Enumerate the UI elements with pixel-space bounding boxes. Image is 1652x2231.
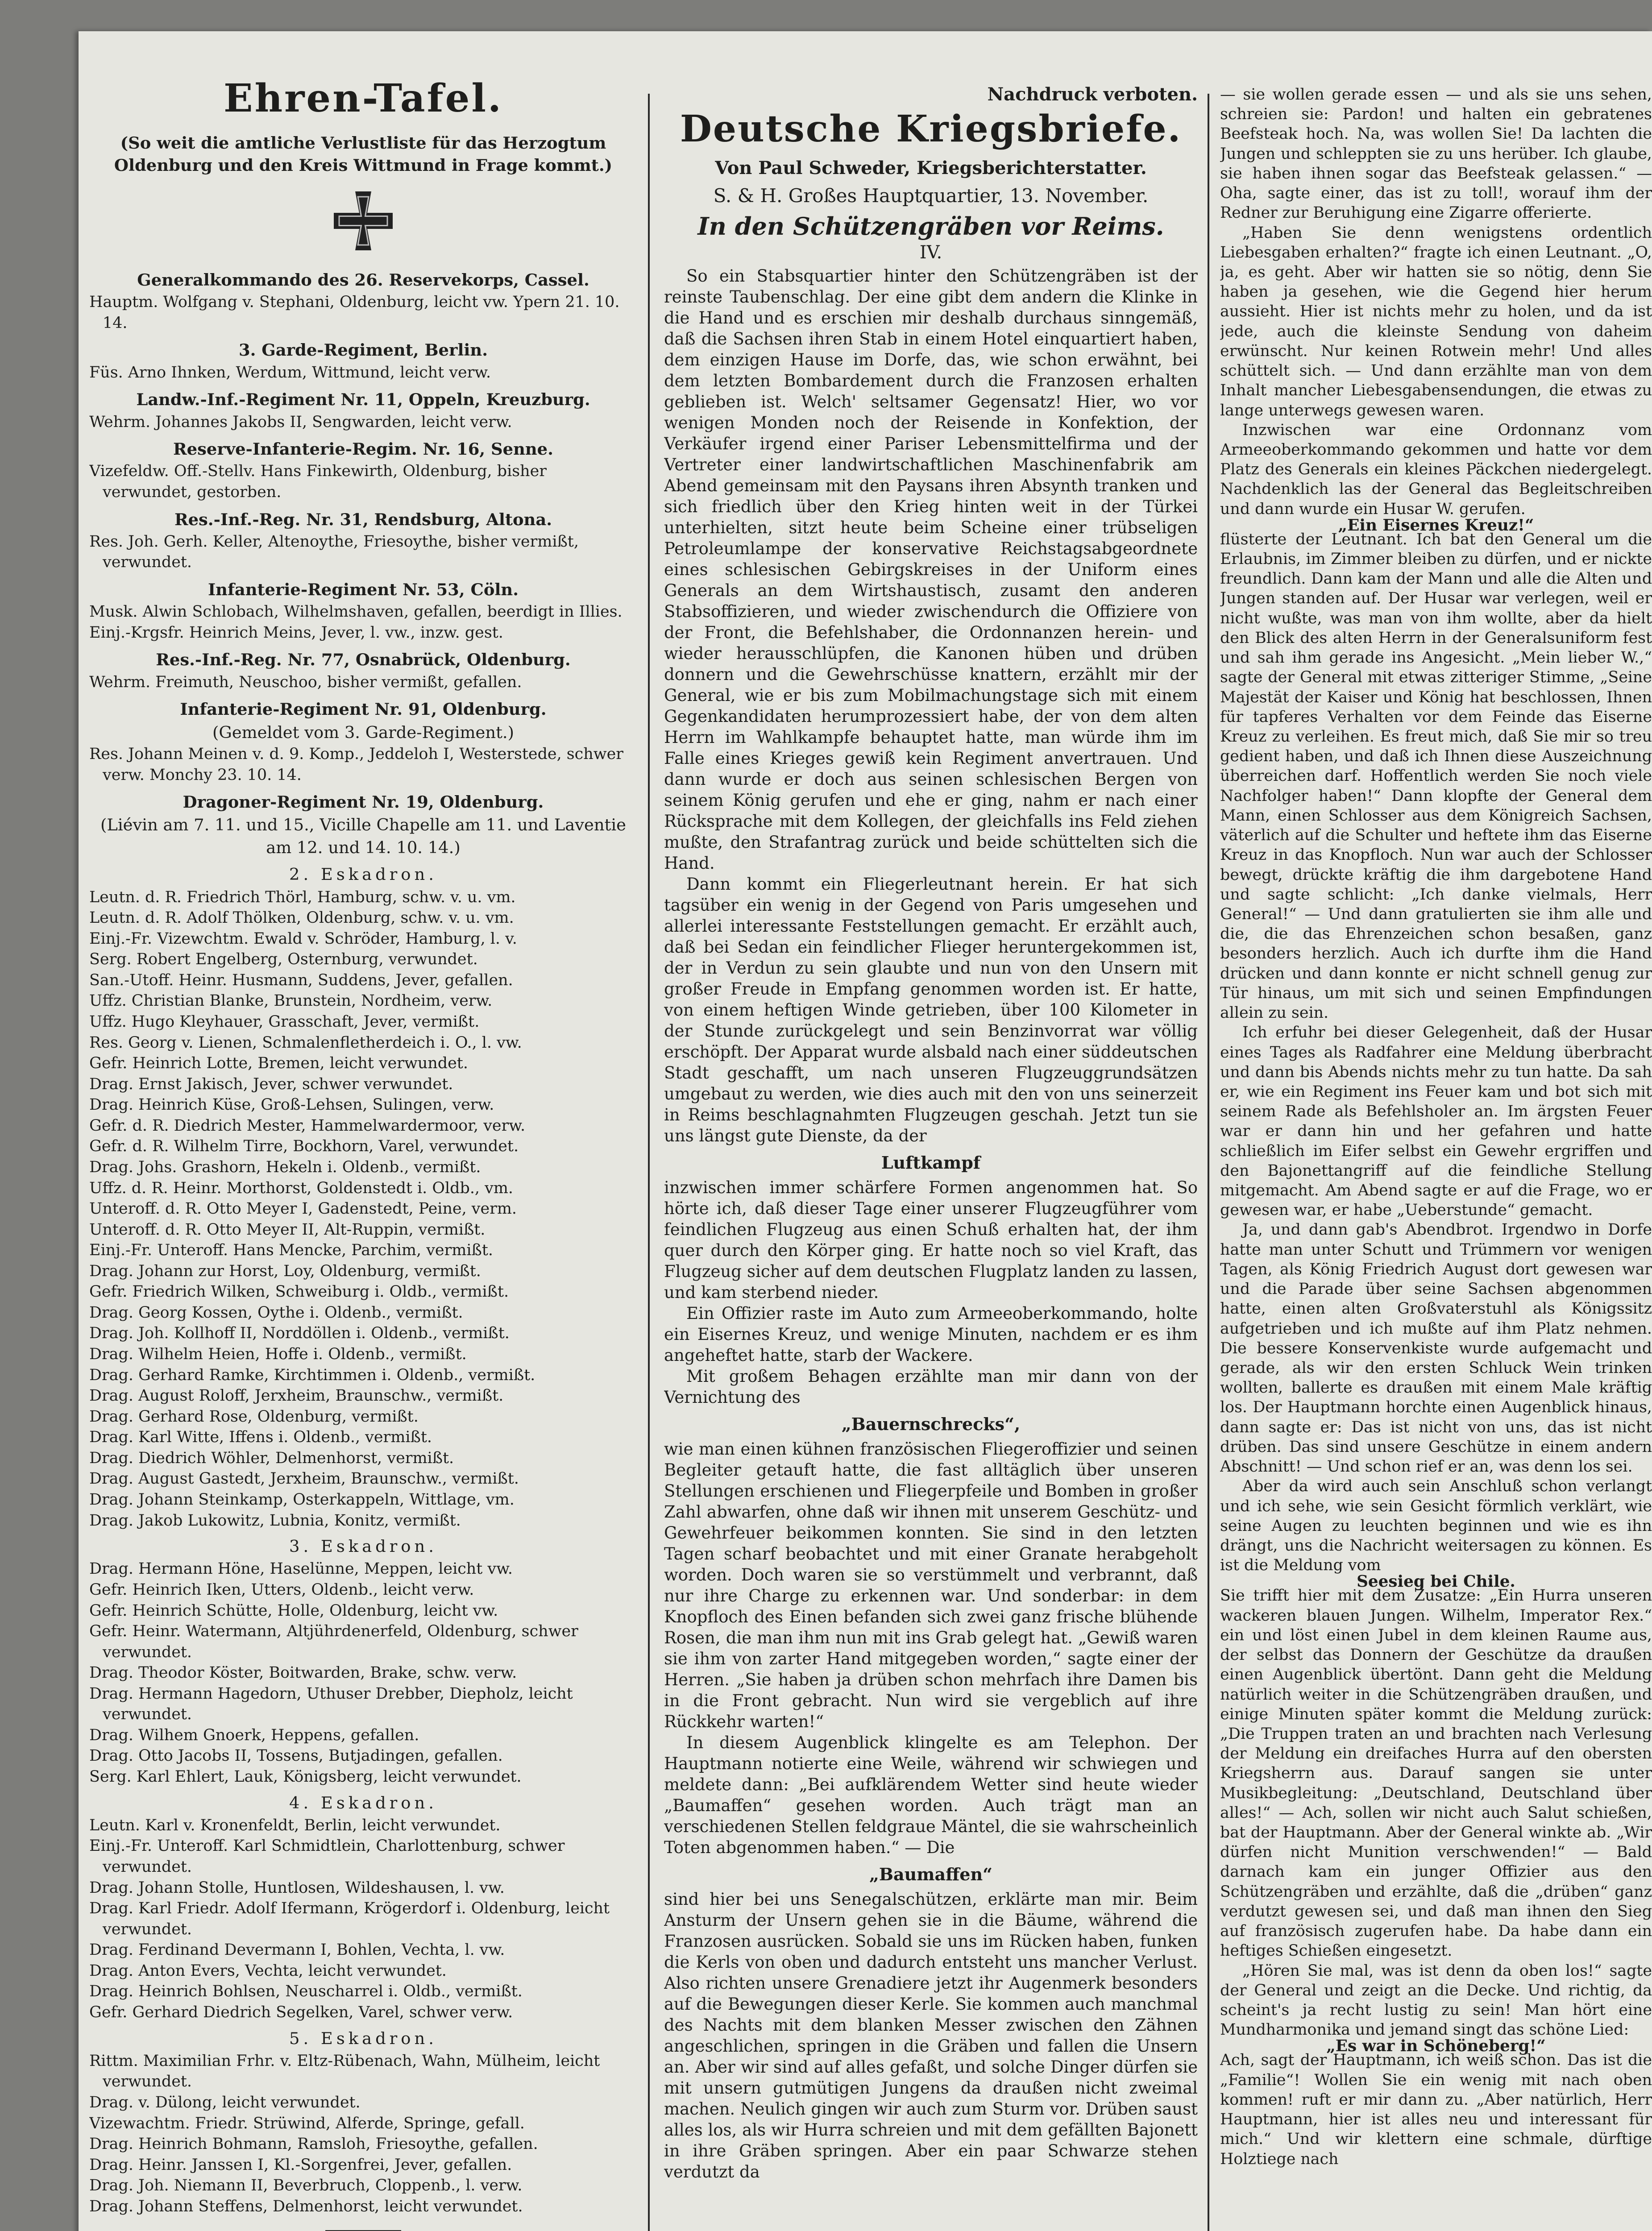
paragraph: Ich erfuhr bei dieser Gelegenheit, daß der Husar eines Tages als Radfahrer eine Meldung überbracht und dann bis Abends nichts mehr zu tun hatte. Da sah er, wie ein Regiment ins Feuer kam und bot sich mit seinem Rade als Befehlsholer an. Im ärgsten Feuer war er dann hin und her gefahren und hatte schließlich im Eifer selbst ein Gewehr ergriffen und den Bajonettangriff auf die feindliche Stellung mitgemacht. Am Abend sagte er auf die Frage, wo er gewesen war, er habe „Ueberstunde“ gemacht. — [1220, 1024, 1652, 1219]
casualty-entry: Drag. Heinrich Bohmann, Ramsloh, Friesoythe, gefallen. — [89, 2135, 538, 2153]
casualty-entry: Drag. Karl Friedr. Adolf Ifermann, Krögerdorf i. Oldenburg, leicht verwundet. — [89, 1899, 610, 1938]
regiment-note: (Gemeldet vom 3. Garde-Regiment.) — [212, 722, 514, 742]
casualty-entry: Drag. Georg Kossen, Oythe i. Oldenb., vermißt. — [89, 1303, 463, 1322]
casualty-entry: Res. Georg v. Lienen, Schmalenfletherdeich i. O., l. vw. — [89, 1033, 522, 1052]
casualty-entry: Uffz. Hugo Kleyhauer, Grasschaft, Jever, vermißt. — [89, 1013, 480, 1031]
article-body — [664, 265, 1198, 2182]
casualty-entry: Vizefeldw. Off.-Stellv. Hans Finkewirth, Oldenburg, bisher verwundet, gestorben. — [89, 462, 547, 501]
casualty-entry: Musk. Alwin Schlobach, Wilhelmshaven, gefallen, beerdigt in Illies. — [89, 603, 623, 621]
casualty-entry: Gefr. Heinr. Watermann, Altjührdenerfeld, Oldenburg, schwer verwundet. — [89, 1622, 578, 1661]
paragraph: Ach, sagt der Hauptmann, ich weiß schon. Das ist die „Familie“! Wollen Sie ein wenig mit nach oben kommen! ruft er mir dann zu. „Aber natürlich, Herr Hauptmann, hier ist alles neu und interessant für mich.“ Und wir klettern eine schmale, dürftige Holztiege nach — [1220, 2051, 1652, 2168]
honor-roll-subtitle: (So weit die amtliche Verlustliste für das Herzogtum Oldenburg und den Kreis Wittmund in Frage kommt.) — [114, 133, 613, 175]
casualty-entry: Unteroff. d. R. Otto Meyer I, Gadenstedt, Peine, verm. — [89, 1200, 517, 1218]
paragraph: So ein Stabsquartier hinter den Schützengräben ist der reinste Taubenschlag. Der eine gibt dem andern die Klinke in die Hand und es erschien mir deshalb durchaus sinngemäß, daß die Sachsen ihren Stab in einem Hotel einquartiert haben, dem einzigen Hause im Dorfe, das, wie schon erwähnt, bei dem letzten Bombardement durch die Franzosen erhalten geblieben ist. Welch' seltsamer Gegensatz! Hier, wo vor wenigen Monden noch der Reisende in Konfektion, der Verkäufer irgend einer Pariser Lebensmittelfirma und der Vertreter einer landwirtschaftlichen Maschinenfabrik am Abend gemeinsam mit den Paysans ihren Absynth tranken und sich friedlich über den Krieg hinten weit in der Türkei unterhielten, sitzt heute beim Scheine einer trübseligen Petroleumlampe der konservative Reichstagsabgeordnete eines schlesischen Gebirgskreises in der Uniform eines Generals an dem Wirtshaustisch, zusamt den anderen Stabsoffizieren, und wieder zwischendurch die Offiziere von der Front, die Befehlshaber, die Ordonnanzen herein- und wieder herausschlüpfen, die Kanonen hüben und drüben donnern und die Gewehrschüsse knattern, erzählt mir der General, wie er bis zum Mobilmachungstage sich mit einem Gegenkandidaten herumprozessiert habe, der von dem alten Herrn im Wahlkampfe behauptet hatte, man würde ihm im Falle eines Krieges gewiß kein Regiment anvertrauen. Und dann wurde er doch aus seinen schlesischen Bergen von seinem König gerufen und ehe er ging, nahm er nach einer Rücksprache mit dem Kollegen, der gleichfalls ins Feld ziehen mußte, den Strafantrag zurück und beide schüttelten sich die Hand. — [664, 266, 1198, 873]
squadron-heading: 2. Eskadron. — [289, 865, 437, 884]
article-byline: Von Paul Schweder, Kriegsberichterstatter. — [715, 158, 1147, 178]
casualty-entry: Gefr. Gerhard Diedrich Segelken, Varel, schwer verw. — [89, 2003, 513, 2021]
casualty-entry: Serg. Robert Engelberg, Osternburg, verwundet. — [89, 950, 478, 969]
casualty-entry: Drag. Heinrich Bohlsen, Neuscharrel i. Oldb., vermißt. — [89, 1982, 523, 2001]
regiment-heading: 3. Garde-Regiment, Berlin. — [238, 340, 488, 360]
casualty-entry: Drag. Ernst Jakisch, Jever, schwer verwundet. — [89, 1075, 453, 1093]
paragraph: In diesem Augenblick klingelte es am Telephon. Der Hauptmann notierte eine Weile, während wir schwiegen und meldete dann: „Bei aufklärendem Wetter sind heute wieder „Baumaffen“ gesehen worden. Auch trägt man an verschiedenen Stellen feldgraue Mäntel, die sie wahrscheinlich Toten abgenommen haben.“ — Die — [664, 1733, 1198, 1857]
paragraph: Inzwischen war eine Ordonnanz vom Armeeoberkommando gekommen und hatte vor dem Platz des Generals ein kleines Päckchen niedergelegt. Nachdenklich las der General das Begleitschreiben und dann wurde ein Husar W. gerufen. — [1220, 421, 1652, 518]
casualty-entry: Drag. August Gastedt, Jerxheim, Braunschw., vermißt. — [89, 1470, 519, 1488]
casualty-entry: Hauptm. Wolfgang v. Stephani, Oldenburg, leicht vw. Ypern 21. 10. 14. — [89, 293, 620, 332]
reprint-notice: Nachdruck verboten. — [987, 84, 1198, 105]
casualty-entry: Res. Johann Meinen v. d. 9. Komp., Jeddeloh I, Westerstede, schwer verw. Monchy 23. 10. 14. — [89, 745, 623, 784]
paragraph: „Haben Sie denn wenigstens ordentlich Liebesgaben erhalten?“ fragte ich einen Leutnant. „O, ja, es geht. Aber wir hatten sie so nötig, denn Sie haben ja gesehen, wie die Gegend hier herum aussieht. Hier ist nichts mehr zu holen, und da ist jede, auch die kleinste Sendung von daheim erwünscht. Nur keinen Rotwein mehr! Und alles schüttelt sich. — Und dann erzählte man von dem Inhalt mancher Liebesgabensendungen, die etwas zu lange unterwegs gewesen waren. — [1220, 224, 1652, 419]
subheading: „Bauernschrecks“, — [841, 1414, 1021, 1434]
casualty-entry: Drag. Theodor Köster, Boitwarden, Brake, schw. verw. — [89, 1664, 517, 1682]
casualty-entry: Drag. Diedrich Wöhler, Delmenhorst, vermißt. — [89, 1449, 454, 1467]
casualty-entry: Drag. Gerhard Ramke, Kirchtimmen i. Oldenb., vermißt. — [89, 1366, 535, 1384]
casualty-entry: Drag. Hermann Hagedorn, Uthuser Drebber, Diepholz, leicht verwundet. — [89, 1684, 573, 1724]
casualty-entry: Unteroff. d. R. Otto Meyer II, Alt-Ruppin, vermißt. — [89, 1220, 486, 1239]
casualty-entry: Drag. Ferdinand Devermann I, Bohlen, Vechta, l. vw. — [89, 1941, 505, 1959]
iron-cross-icon — [330, 187, 397, 254]
paragraph: Aber da wird auch sein Anschluß schon verlangt und ich sehe, wie sein Gesicht förmlich verklärt, wie seine Augen zu leuchten beginnen und wie es ihn drängt, uns die Nachricht weitersagen zu können. Es ist die Meldung vom — [1220, 1477, 1652, 1575]
paragraph: „Hören Sie mal, was ist denn da oben los!“ sagte der General und zeigt an die Decke. Und richtig, da scheint's ja recht lustig zu sein! Man hört eine Mundharmonika und jemand singt das schöne Lied: — [1220, 1961, 1652, 2039]
column-divider — [648, 94, 650, 2231]
casualty-entry: Uffz. d. R. Heinr. Morthorst, Goldenstedt i. Oldb., vm. — [89, 1179, 514, 1197]
section-title: In den Schützengräben vor Reims. — [697, 212, 1164, 241]
casualty-entry: Serg. Karl Ehlert, Lauk, Königsberg, leicht verwundet. — [89, 1768, 522, 1786]
regiment-heading: Res.-Inf.-Reg. Nr. 77, Osnabrück, Oldenburg. — [156, 650, 571, 670]
regiment-heading: Reserve-Infanterie-Regim. Nr. 16, Senne. — [173, 439, 553, 459]
casualty-entry: Drag. Johann Steffens, Delmenhorst, leicht verwundet. — [89, 2197, 523, 2215]
casualty-entry: Gefr. d. R. Diedrich Mester, Hammelwardermoor, verw. — [89, 1116, 526, 1135]
paragraph: Mit großem Behagen erzählte man mir dann von der Vernichtung des — [664, 1367, 1198, 1407]
casualty-entry: Drag. Johann Steinkamp, Osterkappeln, Wittlage, vm. — [89, 1490, 515, 1509]
squadron-heading: 3. Eskadron. — [289, 1537, 437, 1556]
casualty-entry: Drag. Johann Stolle, Huntlosen, Wildeshausen, l. vw. — [89, 1879, 505, 1897]
casualty-entry: Drag. Gerhard Rose, Oldenburg, vermißt. — [89, 1407, 419, 1426]
article-body-continued: — sie wollen gerade essen — und als sie uns sehen, schreien sie: Pardon! und halten ein gebratenes Beefsteak hoch. Na, was wollen Sie! Da lachten die Jungen und schleppten sie zu uns herüber. Ich glaube, sie haben ihnen sogar das Beefsteak gelassen.“ — Oha, sagte einer, das ist zu toll!, worauf ihm der Redner zur Beruhigung eine Zigarre offerierte. „Haben Sie denn wenigstens ordentlich Liebesgaben erhalten?“ fragte ich einen Leutnant. „O, ja, es geht. Aber wir hatten sie so nötig, denn Sie haben ja gesehen, wie die Gegend hier herum aussieht. Hier ist nichts mehr zu holen, und da ist jede, auch die kleinste Sendung von daheim erwünscht. Nur keinen Rotwein mehr! Und alles schüttelt sich. — Und dann erzählte man von dem Inhalt mancher Liebesgabensendungen, die etwas zu lange unterwegs gewesen waren. Inzwischen war eine Ordonnanz vom Armeeoberkommando gekommen und hatte vor dem Platz des Generals ein kleines Päckchen niedergelegt. Nachdenklich las der General das Begleitschreiben und dann wurde ein Husar W. gerufen. „Ein Eisernes Kreuz!“ flüsterte der Leutnant. Ich bat den General um die Erlaubnis, im Zimmer bleiben zu dürfen, und er nickte freundlich. Dann kam der Mann und alle die Alten und Jungen standen auf. Der Husar war verlegen, weil er nicht wußte, was man von ihm wollte, aber da hielt den Blick des alten Herrn in der Generalsuniform fest und sah ihm gerade ins Angesicht. „Mein lieber W.,“ sagte der General mit etwas zitteriger Stimme, „Seine Majestät der Kaiser und König hat beschlossen, Ihnen für tapferes Verhalten vor dem Feinde das Eiserne Kreuz zu verleihen. Es freut mich, daß Sie mir so treu gedient haben, und daß ich Ihnen diese Auszeichnung überreichen darf. Hoffentlich werden Sie noch viele Nachfolger haben!“ Dann klopfte der General dem Mann, einen Schlosser aus dem Königreich Sachsen, väterlich auf die Schulter und heftete ihm das Eiserne Kreuz in das Knopfloch. Nun war auch der Schlosser bewegt, drückte kräftig die ihm dargebotene Hand und sagte schlicht: „Ich danke vielmals, Herr General!“ — Und dann gratulierten sie ihm alle und die, die das Ehrenzeichen schon besaßen, ganz besonders herzlich. Auch ich durfte ihm die Hand drücken und dann konnte er nicht schnell genug zur Tür hinaus, um mit sich und seinen Empfindungen allein zu sein. Ich erfuhr bei dieser Gelegenheit, daß der Husar eines Tages als Radfahrer eine Meldung überbracht und dann bis Abends nichts mehr zu tun hatte. Da sah er, wie ein Regiment ins Feuer kam und bot sich mit seinem Rade als Befehlsholer an. Im ärgsten Feuer war er dann hin und her gefahren und hatte schließlich im Eifer selbst ein Gewehr ergriffen und den Bajonettangriff auf die feindliche Stellung mitgemacht. Am Abend sagte er auf die Frage, wo er gewesen war, er habe „Ueberstunde“ gemacht. Ja, und dann gab's Abendbrot. Irgendwo in Dorfe hatte man unter Schutt und Trümmern vor wenigen Tagen, als König Friedrich August dort gewesen war und die Parade über seine Sachsen abgenommen hatte, einen alten Großvaterstuhl als Königssitz aufgetrieben und ich mußte auf ihm Platz nehmen. Die bessere Konservenkiste wurde aufgemacht und gerade, als wir den ersten Schluck Wein trinken wollten, ballerte es draußen mit einem Male kräftig los. Der Hauptmann horchte einen Augenblick hinaus, dann sagte er: Das ist nicht von uns, das ist nicht drüben. Das sind unsere Geschütze in einem andern Abschnitt! — Und schon rief er an, was denn los sei. Aber da wird auch sein Anschluß schon verlangt und ich sehe, wie sein Gesicht förmlich verklärt, wie seine Augen zu leuchten beginnen und wie es ihn drängt, uns die Nachricht weitersagen zu können. Es ist die Meldung vom Seesieg bei Chile. Sie trifft hier mit dem Zusatze: „Ein Hurra unseren wackeren blauen Jungen. Wilhelm, Imperator Rex.“ ein und löst einen Jubel in dem kleinen Raume aus, der selbst das Donnern der Geschütze da draußen einen Augenblick übertönt. Dann geht die Meldung natürlich weiter in die Schützengräben draußen, und einige Minuten später kommt die Meldung zurück: „Die Truppen traten an und brachten nach Verlesung der Meldung ein dreifaches Hurra auf den obersten Kriegsherrn aus. Darauf sangen sie unter Musikbegleitung: „Deutschland, Deutschland über alles!“ — Ach, sollen wir nicht auch Salut schießen, bat der Hauptmann. Aber der General winkte ab. „Wir dürfen nicht Munition verschwenden!“ — Bald darnach kam ein junger Offizier aus den Schützengräben und erzählte, daß die „drüben“ ganz verdutzt gewesen sei, und daß man ihnen den Sieg auf französisch zugerufen habe. Da habe dann ein heftiges Schießen eingesetzt. „Hören Sie mal, was ist denn da oben los!“ sagte der General und zeigt an die Decke. Und richtig, da scheint's ja recht lustig zu sein! Man hört eine Mundharmonika und jemand singt das schöne Lied: „Es war in Schöneberg!“ Ach, sagt der Hauptmann, ich weiß schon. Das ist die „Familie“! Wollen Sie ein wenig mit nach oben kommen! ruft er mir dann zu. „Aber natürlich, Herr Hauptmann, hier ist alles neu und interessant für mich.“ Und wir klettern eine schmale, dürftige Holztiege nach — [1220, 85, 1652, 2169]
casualty-entry: Drag. Johann zur Horst, Loy, Oldenburg, vermißt. — [89, 1262, 481, 1280]
casualty-entry: Rittm. Maximilian Frhr. v. Eltz-Rübenach, Wahn, Mülheim, leicht verwundet. — [89, 2052, 600, 2091]
regiment-heading: Infanterie-Regiment Nr. 91, Oldenburg. — [180, 699, 547, 719]
paragraph: inzwischen immer schärfere Formen angenommen hat. So hörte ich, daß dieser Tage einer unserer Flugzeugführer vom feindlichen Flugzeug aus einen Schuß erhalten hat, der ihm quer durch den Körper ging. Er hatte noch so viel Kraft, das Flugzeug sicher auf dem deutschen Flugplatz landen zu lassen, und kam sterbend nieder. — [664, 1178, 1198, 1302]
paragraph: Ein Offizier raste im Auto zum Armeeoberkommando, holte ein Eisernes Kreuz, und wenige Minuten, nachdem er es ihm angeheftet hatte, starb der Wackere. — [664, 1304, 1198, 1365]
subheading: „Baumaffen“ — [869, 1864, 992, 1884]
casualty-entry: Leutn. d. R. Friedrich Thörl, Hamburg, schw. v. u. vm. — [89, 888, 516, 906]
casualty-groups — [89, 268, 637, 2217]
casualty-entry: Vizewachtm. Friedr. Strüwind, Alferde, Springe, gefall. — [89, 2114, 525, 2132]
casualty-entry: Res. Joh. Gerh. Keller, Altenoythe, Friesoythe, bisher vermißt, verwundet. — [89, 532, 579, 572]
squadron-heading: 4. Eskadron. — [289, 1793, 437, 1812]
casualty-entry: Drag. Otto Jacobs II, Tossens, Butjadingen, gefallen. — [89, 1747, 503, 1765]
column-divider — [1208, 94, 1209, 2231]
casualty-entry: Gefr. Heinrich Schütte, Holle, Oldenburg, leicht vw. — [89, 1601, 498, 1620]
regiment-heading: Infanterie-Regiment Nr. 53, Cöln. — [208, 579, 519, 599]
casualty-entry: Drag. Joh. Niemann II, Beverbruch, Cloppenb., l. verw. — [89, 2177, 523, 2195]
casualty-entry: Einj.-Krgsfr. Heinrich Meins, Jever, l. vw., inzw. gest. — [89, 623, 503, 642]
casualty-entry: Gefr. Friedrich Wilken, Schweiburg i. Oldb., vermißt. — [89, 1283, 509, 1301]
casualty-entry: Drag. Wilhem Gnoerk, Heppens, gefallen. — [89, 1726, 419, 1744]
casualty-entry: Drag. Hermann Höne, Haselünne, Meppen, leicht vw. — [89, 1560, 513, 1578]
casualty-entry: Drag. Anton Evers, Vechta, leicht verwundet. — [89, 1961, 447, 1980]
casualty-entry: Drag. Karl Witte, Iffens i. Oldenb., vermißt. — [89, 1428, 432, 1447]
honor-roll-column — [89, 31, 637, 2231]
casualty-entry: Drag. Johs. Grashorn, Hekeln i. Oldenb., vermißt. — [89, 1158, 481, 1176]
regiment-heading: Res.-Inf.-Reg. Nr. 31, Rendsburg, Altona. — [174, 509, 552, 529]
casualty-entry: Einj.-Fr. Unteroff. Karl Schmidtlein, Charlottenburg, schwer verwundet. — [89, 1837, 565, 1876]
article-dateline: S. & H. Großes Hauptquartier, 13. November. — [713, 185, 1149, 207]
casualty-entry: Gefr. Heinrich Iken, Utters, Oldenb., leicht verw. — [89, 1580, 474, 1599]
war-letters-continuation — [1220, 85, 1652, 2231]
casualty-entry: Füs. Arno Ihnken, Werdum, Wittmund, leicht verw. — [89, 363, 491, 382]
casualty-entry: Wehrm. Johannes Jakobs II, Sengwarden, leicht verw. — [89, 413, 512, 431]
part-number: IV. — [919, 242, 942, 263]
casualty-entry: Gefr. d. R. Wilhelm Tirre, Bockhorn, Varel, verwundet. — [89, 1137, 519, 1156]
subheading: Luftkampf — [881, 1153, 981, 1173]
casualty-entry: Leutn. Karl v. Kronenfeldt, Berlin, leicht verwundet. — [89, 1816, 501, 1834]
honor-roll-title: Ehren-Tafel. — [224, 76, 503, 121]
paragraph: Dann kommt ein Fliegerleutnant herein. Er hat sich tagsüber ein wenig in der Gegend von Paris umgesehen und allerlei interessante Feststellungen gemacht. Er erzählt auch, daß bei Sedan ein feindlicher Flieger heruntergekommen ist, der in Verdun zu sein glaubte und nun von den Unsern mit großer Freude in Empfang genommen worden ist. Er hatte, von einem heftigen Winde getrieben, über 100 Kilometer in der Stunde zurückgelegt und sein Benzinvorrat war völlig erschöpft. Der Apparat wurde alsbald nach einer süddeutschen Stadt geschafft, um nach unseren Flugzeuggrundsätzen umgebaut zu werden, wie dies auch mit den von uns seinerzeit in Reims beschlagnahmten Flugzeugen geschah. Jetzt tun sie uns längst gute Dienste, da der — [664, 875, 1198, 1145]
paragraph: Ja, und dann gab's Abendbrot. Irgendwo in Dorfe hatte man unter Schutt und Trümmern vor wenigen Tagen, als König Friedrich August dort gewesen war und die Parade über seine Sachsen abgenommen hatte, einen alten Großvaterstuhl als Königssitz aufgetrieben und ich mußte auf ihm Platz nehmen. Die bessere Konservenkiste wurde aufgemacht und gerade, als wir den ersten Schluck Wein trinken wollten, ballerte es draußen mit einem Male kräftig los. Der Hauptmann horchte einen Augenblick hinaus, dann sagte er: Das ist nicht von uns, das ist nicht drüben. Das sind unsere Geschütze in einem andern Abschnitt! — Und schon rief er an, was denn los sei. — [1220, 1221, 1652, 1476]
casualty-entry: Gefr. Heinrich Lotte, Bremen, leicht verwundet. — [89, 1054, 468, 1073]
paragraph: Sie trifft hier mit dem Zusatze: „Ein Hurra unseren wackeren blauen Jungen. Wilhelm, Imperator Rex.“ ein und löst einen Jubel in dem kleinen Raume aus, der selbst das Donnern der Geschütze da draußen einen Augenblick übertönt. Dann geht die Meldung natürlich weiter in die Schützengräben draußen, und einige Minuten später kommt die Meldung zurück: „Die Truppen traten an und brachten nach Verlesung der Meldung ein dreifaches Hurra auf den obersten Kriegsherrn aus. Darauf sangen sie unter Musikbegleitung: „Deutschland, Deutschland über alles!“ — Ach, sollen wir nicht auch Salut schießen, bat der Hauptmann. Aber der General winkte ab. „Wir dürfen nicht Munition verschwenden!“ — Bald darnach kam ein junger Offizier aus den Schützengräben und erzählte, daß die „drüben“ ganz verdutzt gewesen sei, und daß man ihnen den Sieg auf französisch zugerufen habe. Da habe dann ein heftiges Schießen eingesetzt. — [1220, 1587, 1652, 1960]
casualty-entry: Drag. Joh. Kollhoff II, Norddöllen i. Oldenb., vermißt. — [89, 1324, 510, 1343]
regiment-heading: Generalkommando des 26. Reservekorps, Cassel. — [137, 270, 589, 290]
casualty-entry: Uffz. Christian Blanke, Brunstein, Nordheim, verw. — [89, 992, 493, 1010]
casualty-entry: Drag. August Roloff, Jerxheim, Braunschw., vermißt. — [89, 1387, 504, 1405]
war-letters-column — [664, 31, 1198, 2231]
squadron-heading: 5. Eskadron. — [289, 2028, 437, 2048]
casualty-entry: Wehrm. Freimuth, Neuschoo, bisher vermißt, gefallen. — [89, 673, 522, 691]
paragraph: wie man einen kühnen französischen Fliegeroffizier und seinen Begleiter getauft hatte, die fast alltäglich über unseren Stellungen erschienen und Fliegerpfeile und Bomben in großer Zahl abwarfen, ohne daß wir ihnen mit unserem Geschütz- und Gewehrfeuer beikommen konnten. Sie sind in den letzten Tagen scharf beobachtet und mit einer Granate herabgeholt worden. Doch waren sie so verstümmelt und verbrannt, daß nur ihre Charge zu erkennen war. Und sonderbar: in dem Knopfloch des Einen befanden sich zwei ganz frische blühende Rosen, die man ihm nun mit ins Grab gelegt hat. „Gewiß waren sie ihm von zarter Hand mitgegeben worden,“ sagte einer der Herren. „Sie haben ja drüben schon mehrfach ihre Damen bis in die Front gebracht. Nun wird sie vergeblich auf ihre Rückkehr warten!“ — [664, 1439, 1198, 1731]
regiment-note: (Liévin am 7. 11. und 15., Vicille Chapelle am 11. und Laventie am 12. und 14. 10. 14.) — [100, 815, 626, 857]
article-title: Deutsche Kriegsbriefe. — [680, 108, 1182, 150]
casualty-entry: Drag. Wilhelm Heien, Hoffe i. Oldenb., vermißt. — [89, 1345, 467, 1363]
casualty-entry: San.-Utoff. Heinr. Husmann, Suddens, Jever, gefallen. — [89, 971, 513, 989]
casualty-entry: Drag. Heinrich Küse, Groß-Lehsen, Sulingen, verw. — [89, 1096, 494, 1114]
paragraph: — sie wollen gerade essen — und als sie uns sehen, schreien sie: Pardon! und halten ein gebratenes Beefsteak hoch. Na, was wollen Sie! Da lachten die Jungen und schleppten sie zu uns herüber. Ich glaube, sie haben ihnen sogar das Beefsteak gelassen.“ — Oha, sagte einer, das ist zu toll!, worauf ihm der Redner zur Beruhigung eine Zigarre offerierte. — [1220, 86, 1652, 222]
casualty-entry: Drag. Jakob Lukowitz, Lubnia, Konitz, vermißt. — [89, 1511, 461, 1530]
casualty-entry: Leutn. d. R. Adolf Thölken, Oldenburg, schw. v. u. vm. — [89, 909, 514, 927]
regiment-heading: Landw.-Inf.-Regiment Nr. 11, Oppeln, Kreuzburg. — [136, 390, 590, 410]
casualty-entry: Einj.-Fr. Vizewchtm. Ewald v. Schröder, Hamburg, l. v. — [89, 929, 517, 948]
regiment-heading: Dragoner-Regiment Nr. 19, Oldenburg. — [183, 792, 544, 812]
casualty-entry: Einj.-Fr. Unteroff. Hans Mencke, Parchim, vermißt. — [89, 1241, 493, 1260]
casualty-entry: Drag. Heinr. Janssen I, Kl.-Sorgenfrei, Jever, gefallen. — [89, 2156, 512, 2174]
paragraph: sind hier bei uns Senegalschützen, erklärte man mir. Beim Ansturm der Unsern gehen sie in die Bäume, während die Franzosen ausrücken. Sobald sie uns im Rücken haben, funken die Kerls von oben und dadurch entsteht uns mancher Verlust. Also richten unsere Grenadiere jetzt ihr Augenmerk besonders auf die Bewegungen dieser Kerle. Sie kommen auch manchmal des Nachts mit dem blanken Messer zwischen den Zähnen angeschlichen, springen in die Gräben und fallen die Unsern an. Aber wir sind auf alles gefaßt, und solche Dinger dürfen sie mit unsern gutmütigen Jungens da draußen nicht zweimal machen. Neulich gingen wir auch zum Sturm vor. Drüben saust alles los, als wir Hurra schreien und mit dem gefällten Bajonett in ihre Gräben springen. Aber ein paar Schwarze stehen verdutzt da — [664, 1890, 1198, 2181]
paragraph: flüsterte der Leutnant. Ich bat den General um die Erlaubnis, im Zimmer bleiben zu dürfen, und er nickte freundlich. Dann kam der Mann und alle die Alten und Jungen standen auf. Der Husar war verlegen, weil er nicht wußte, was man von ihm wollte, aber da hielt den Blick des alten Herrn in der Generalsuniform fest und sah ihm gerade ins Angesicht. „Mein lieber W.,“ sagte der General mit etwas zitteriger Stimme, „Seine Majestät der Kaiser und König hat beschlossen, Ihnen für tapferes Verhalten vor dem Feinde das Eiserne Kreuz zu verleihen. Es freut mich, daß Sie mir so treu gedient haben, und daß ich Ihnen diese Auszeichnung überreichen darf. Hoffentlich werden Sie noch viele Nachfolger haben!“ Dann klopfte der General dem Mann, einen Schlosser aus dem Königreich Sachsen, väterlich auf die Schulter und heftete ihm das Eiserne Kreuz in das Knopfloch. Nun war auch der Schlosser bewegt, drückte kräftig die ihm dargebotene Hand und sagte schlicht: „Ich danke vielmals, Herr General!“ — Und dann gratulierten sie ihm alle und die, die das Ehrenzeichen schon besaßen, ganz besonders herzlich. Auch ich durfte ihm die Hand drücken und dann konnte er nicht schnell genug zur Tür hinaus, um mit sich und seinen Empfindungen allein zu sein. — [1220, 530, 1652, 1022]
casualty-entry: Drag. v. Dülong, leicht verwundet. — [89, 2093, 361, 2111]
newspaper-page — [79, 31, 1652, 2231]
